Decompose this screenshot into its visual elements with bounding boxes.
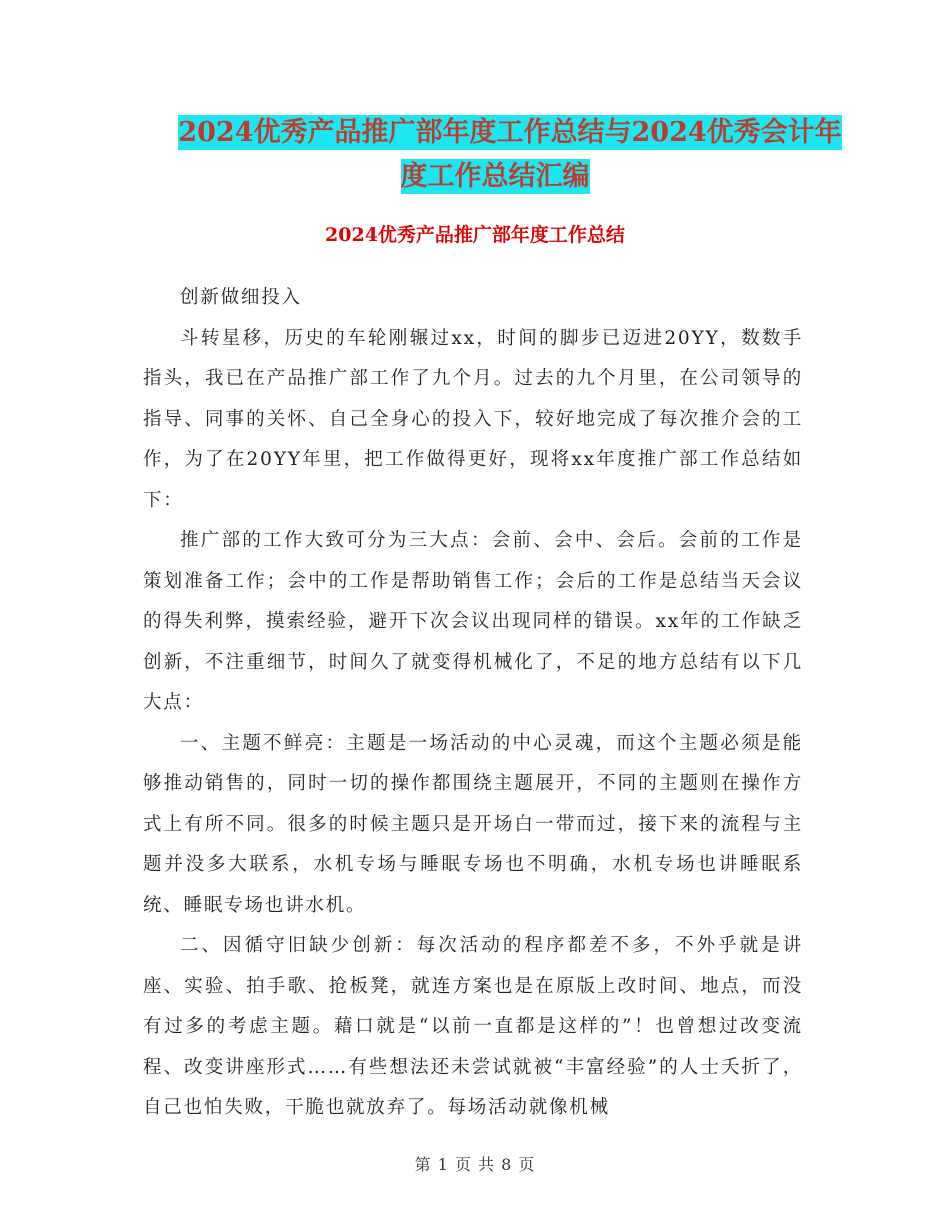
paragraph: 斗转星移，历史的车轮刚辗过xx，时间的脚步已迈进20YY，数数手指头，我已在产品推广部工作了九个月。过去的九个月里，在公司领导的指导、同事的关怀、自己全身心的投入下，较好地完成了每次推介会的工作，为了在20YY年里，把工作做得更好，现将xx年度推广部工作总结如下： [143, 327, 803, 511]
title-highlight: 度工作总结汇编 [400, 161, 590, 192]
section-title: 2024优秀产品推广部年度工作总结 [325, 224, 625, 246]
paragraph: 一、主题不鲜亮：主题是一场活动的中心灵魂，而这个主题必须是能够推动销售的，同时一切的操作都围绕主题展开，不同的主题则在操作方式上有所不同。很多的时候主题只是开场白一带而过，接下来的流程与主题并没多大联系，水机专场与睡眠专场也不明确，水机专场也讲睡眠系统、睡眠专场也讲水机。 [143, 732, 803, 916]
document-body [143, 278, 803, 1129]
document-title-line1 [140, 110, 880, 156]
title-highlight: 2024优秀产品推广部年度工作总结与2024优秀会计年 [178, 117, 842, 148]
paragraph: 推广部的工作大致可分为三大点：会前、会中、会后。会前的工作是策划准备工作；会中的工作是帮助销售工作；会后的工作是总结当天会议的得失利弊，摸索经验，避开下次会议出现同样的错误。xx年的工作缺乏创新，不注重细节，时间久了就变得机械化了，不足的地方总结有以下几大点： [143, 530, 803, 713]
page-footer: 第 1 页 共 8 页 [414, 1155, 536, 1174]
paragraph: 二、因循守旧缺少创新：每次活动的程序都差不多，不外乎就是讲座、实验、拍手歌、抢板凳，就连方案也是在原版上改时间、地点，而没有过多的考虑主题。藉口就是“以前一直都是这样的”！也曾想过改变流程、改变讲座形式……有些想法还未尝试就被“丰富经验”的人士夭折了，自己也怕失败，干脆也就放弃了。每场活动就像机械 [143, 935, 803, 1118]
document-title-line2 [140, 154, 850, 200]
paragraph: 创新做细投入 [180, 287, 302, 308]
